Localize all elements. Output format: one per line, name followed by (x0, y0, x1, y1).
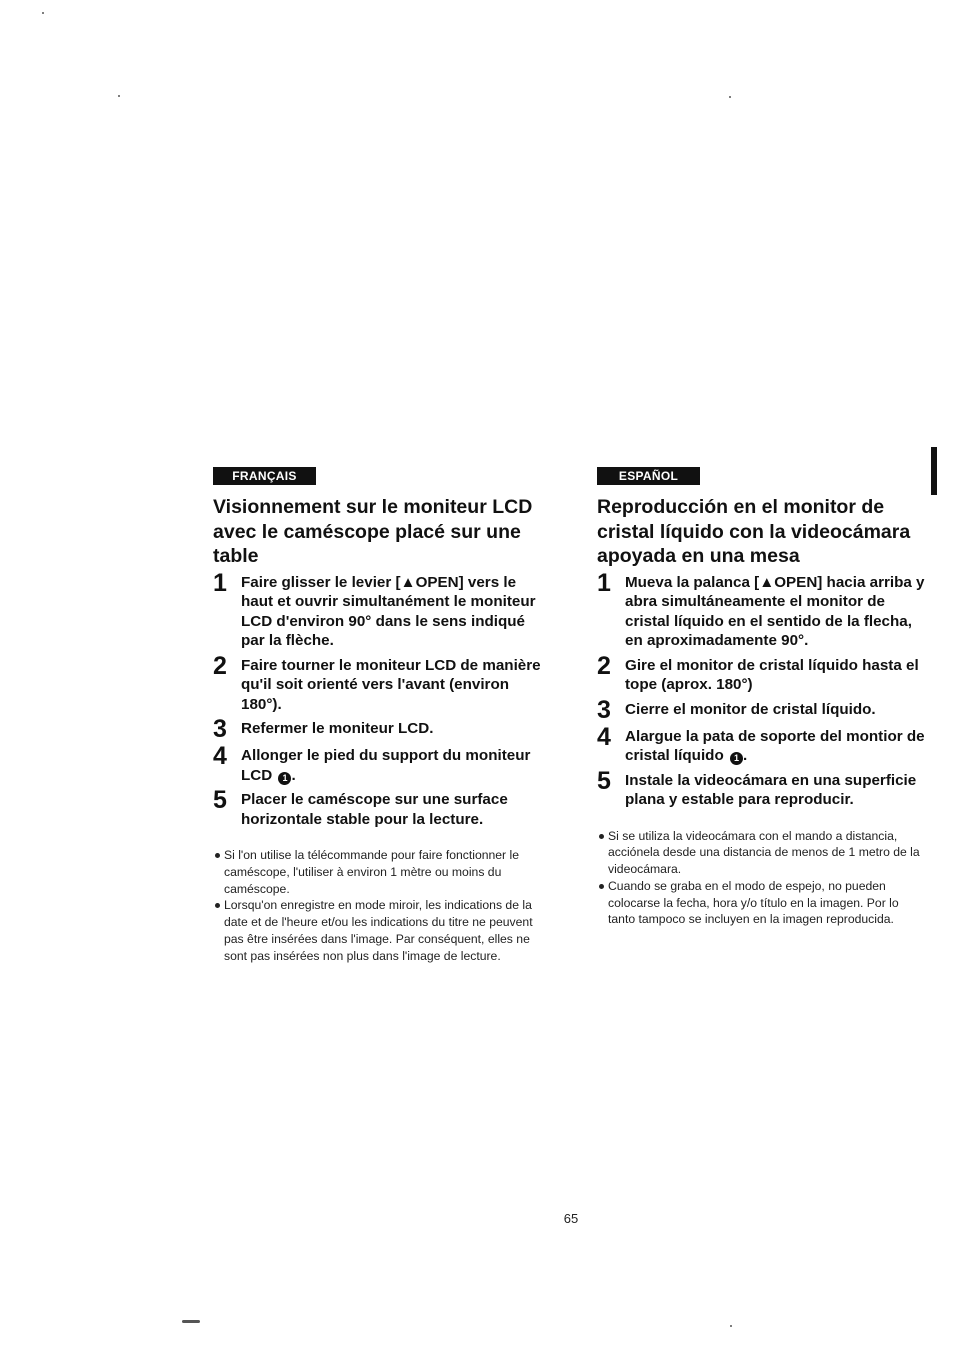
section-edge-marker (931, 447, 937, 495)
step-item (213, 651, 548, 715)
step-text: Faire glisser le levier [▲OPEN] vers le haut et ouvrir simultanément le moniteur LCD d'environ 90° dans le sens indiqué par la flèche. (241, 573, 536, 649)
step-text-wrapper (625, 725, 927, 766)
step-item (597, 766, 927, 810)
step-item (597, 695, 927, 724)
step-number: 3 (597, 695, 611, 724)
step-text: Alargue la pata de soporte del montior de cristal líquido (625, 727, 925, 764)
spanish-column (597, 467, 927, 928)
circled-number-marker: 1 (730, 752, 743, 765)
notes-list-french (213, 847, 548, 965)
step-number: 5 (213, 786, 227, 814)
step-number: 2 (597, 651, 611, 680)
step-text: Placer le caméscope sur une surface horizontale stable pour la lecture. (241, 791, 508, 828)
page-number: 65 (563, 1211, 579, 1226)
step-item (213, 744, 548, 785)
step-number: 4 (597, 722, 611, 751)
step-number: 2 (213, 651, 227, 680)
step-item (597, 722, 927, 766)
step-number: 3 (213, 715, 227, 743)
step-item (213, 568, 548, 651)
steps-list-french (213, 568, 548, 830)
language-tab-french: FRANÇAIS (213, 467, 316, 485)
scan-speck (182, 1320, 200, 1323)
circled-number-marker: 1 (278, 772, 291, 785)
step-text-wrapper (241, 744, 548, 785)
step-text-end: . (291, 766, 296, 784)
step-text: Allonger le pied du support du moniteur LCD (241, 747, 531, 784)
note-item: Si se utiliza la videocámara con el mando a distancia, acciónela desde una distancia de menos de 1 metro de la videocámara. (597, 828, 927, 878)
step-number: 5 (597, 766, 611, 795)
step-item (597, 651, 927, 695)
scan-speck (118, 95, 120, 97)
step-item (597, 568, 927, 651)
note-item: Lorsqu'on enregistre en mode miroir, les indications de la date et de l'heure et/ou les indications du titre ne peuvent pas être insérées dans l'image. Par conséquent, elles ne sont pas insérées non plus dans l'image de lecture. (213, 897, 548, 964)
step-text: Faire tourner le moniteur LCD de manière qu'il soit orienté vers l'avant (environ 180°). (241, 656, 541, 713)
section-title-french: Visionnement sur le moniteur LCD avec le caméscope placé sur une table (213, 496, 533, 567)
step-text: Cierre el monitor de cristal líquido. (625, 700, 876, 718)
step-text: Mueva la palanca [▲OPEN] hacia arriba y abra simultáneamente el monitor de cristal líquido en el sentido de la flecha, en aproximadamente 90°. (625, 573, 925, 649)
step-text-end: . (742, 747, 748, 764)
language-tab-spanish: ESPAÑOL (597, 467, 700, 485)
step-text: Instale la videocámara en una superficie plana y estable para reproducir. (625, 771, 917, 808)
step-text: Refermer le moniteur LCD. (241, 720, 434, 737)
note-item: Si l'on utilise la télécommande pour faire fonctionner le caméscope, l'utiliser à environ 1 mètre ou moins du caméscope. (213, 847, 548, 897)
section-title-spanish: Reproducción en el monitor de cristal líquido con la videocámara apoyada en una mesa (597, 496, 911, 567)
french-column (213, 467, 548, 965)
scan-speck (729, 96, 731, 98)
step-number: 1 (213, 568, 227, 597)
scan-speck (42, 12, 44, 14)
step-item (213, 788, 548, 829)
step-text: Gire el monitor de cristal líquido hasta el tope (aprox. 180°) (625, 656, 919, 693)
scan-speck (730, 1325, 732, 1327)
note-item: Cuando se graba en el modo de espejo, no pueden colocarse la fecha, hora y/o título en la imagen. Por lo tanto tampoco se incluyen en la imagen reproducida. (597, 878, 927, 928)
step-item (213, 717, 548, 741)
step-number: 1 (597, 568, 611, 597)
notes-list-spanish (597, 828, 927, 929)
steps-list-spanish (597, 568, 927, 810)
step-number: 4 (213, 742, 227, 770)
